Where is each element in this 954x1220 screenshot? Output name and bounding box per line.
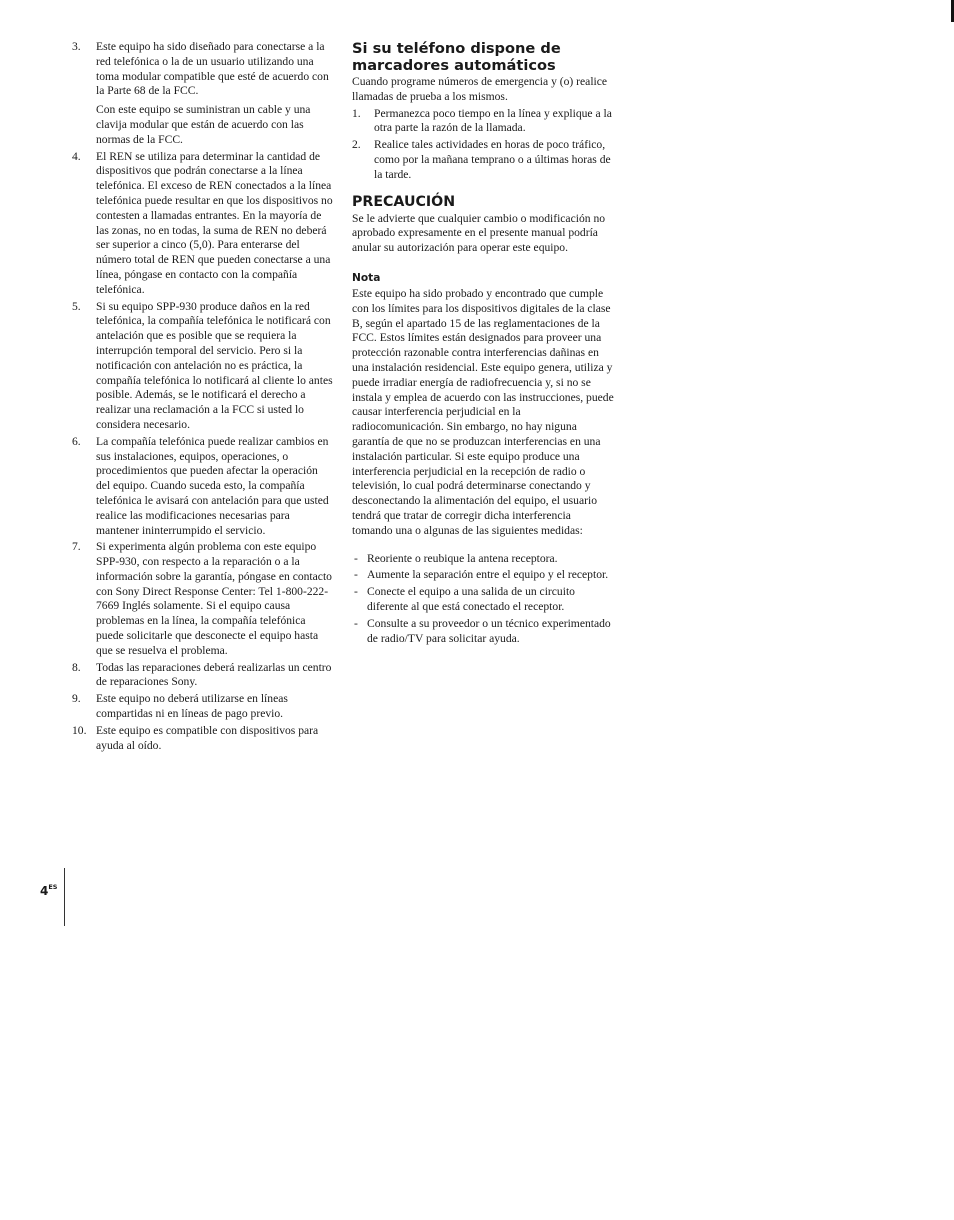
note-text: Este equipo ha sido probado y encontrado que cumple con los límites para los dispositivos digitales de la clase B, según el apartado 15 de las reglamentaciones de la FCC. Estos límites están designados para proveer una protección razonable contra interferencias dañinas en una instalación residencial. Este equipo genera, utiliza y puede irradiar energía de radiofrecuencia y, si no se instala y emplea de acuerdo con las instrucciones, puede causar interferencia perjudicial en la radiocomunicación. Sin embargo, no hay niguna garantía de que no se produzcan interferencias en una instalación particular. Si este equipo produce una interferencia perjudicial en la recepción de radio o televisión, lo cual podrá determinarse conectando y desconectando la alimentación del equipo, el usuario tendrá que tratar de corregir dicha interferencia tomando una o algunas de las siguientes medidas: (352, 286, 614, 537)
measure-item (352, 585, 614, 615)
caution-text: Se le advierte que cualquier cambio o modificación no aprobado expresamente en el presente manual podría anular su autorización para operar este equipo. (352, 211, 606, 255)
list-number: 10. (72, 723, 87, 737)
list-paragraph: Todas las reparaciones deberá realizarlas un centro de reparaciones Sony. (96, 660, 332, 689)
list-paragraph: Este equipo es compatible con dispositivos para ayuda al oído. (96, 723, 319, 752)
autodial-step (352, 107, 614, 137)
autodial-step (352, 138, 614, 182)
list-item-5 (72, 300, 334, 433)
measure-text: Reoriente o reubique la antena receptora. (367, 551, 558, 565)
list-paragraph: Si experimenta algún problema con este equipo SPP-930, con respecto a la reparación o a la información sobre la garantía, póngase en contacto con Sony Direct Response Center: Tel 1-800-222-7669 Inglés solamente. Si el equipo causa problemas en la línea, la compañía telefónica puede solicitarle que desconecte el equipo hasta que se resuelva el problema. (96, 540, 332, 657)
list-paragraph: Con este equipo se suministran un cable y una clavija modular que están de acuerdo con las normas de la FCC. (96, 103, 311, 146)
step-text: Realice tales actividades en horas de poco tráfico, como por la mañana temprano o a últimas horas de la tarde. (374, 138, 611, 181)
list-number: 3. (72, 40, 81, 53)
measure-item (352, 552, 614, 567)
caution-heading: PRECAUCIÓN (352, 193, 456, 210)
list-item-4 (72, 150, 334, 298)
page-number (40, 884, 57, 898)
dash-marker: - (354, 568, 358, 582)
list-item-8 (72, 661, 334, 691)
right-column (352, 40, 614, 648)
list-paragraph: Este equipo ha sido diseñado para conectarse a la red telefónica o la de un usuario utilizando una toma modular compatible que esté de acuerdo con la Parte 68 de la FCC. (96, 40, 329, 98)
list-item-6 (72, 435, 334, 539)
step-number: 2. (352, 138, 361, 152)
autodial-heading: Si su teléfono dispone de marcadores automáticos (352, 40, 561, 74)
list-number: 9. (72, 692, 81, 706)
step-text: Permanezca poco tiempo en la línea y explique a la otra parte la razón de la llamada. (374, 106, 612, 135)
list-paragraph: Este equipo no deberá utilizarse en líneas compartidas ni en líneas de pago previo. (96, 692, 288, 721)
interference-measures (352, 552, 614, 647)
list-number: 6. (72, 434, 81, 448)
dash-marker: - (354, 585, 358, 599)
page-rule-divider (64, 868, 65, 926)
list-paragraph: El REN se utiliza para determinar la cantidad de dispositivos que podrán conectarse a la línea telefónica. El exceso de REN conectados a la línea telefónica puede resultar en que los dispositivos no contesten a llamadas entrantes. En la mayoría de las zonas, no en todas, la suma de REN no deberá ser superior a cinco (5,0). Para enterarse del número total de REN que pueden conectarse a una línea, póngase en contacto con la compañía telefónica. (96, 149, 333, 296)
list-number: 7. (72, 540, 81, 554)
left-column (72, 40, 334, 755)
measure-text: Aumente la separación entre el equipo y el receptor. (367, 568, 609, 582)
list-item-3 (72, 40, 334, 148)
dash-marker: - (354, 551, 358, 565)
page-language-suffix: ES (48, 883, 58, 891)
measure-text: Conecte el equipo a una salida de un circuito diferente al que está conectado el receptor. (367, 585, 575, 613)
page-number-digit: 4 (40, 884, 49, 898)
measure-item (352, 617, 614, 647)
step-number: 1. (352, 106, 361, 120)
list-item-10 (72, 724, 334, 754)
list-number: 8. (72, 660, 81, 674)
measure-text: Consulte a su proveedor o un técnico experimentado de radio/TV para solicitar ayuda. (367, 616, 611, 645)
autodial-steps (352, 107, 614, 183)
autodial-intro: Cuando programe números de emergencia y (o) realice llamadas de prueba a los mismos. (352, 75, 608, 103)
measure-item (352, 568, 614, 583)
list-number: 5. (72, 299, 81, 313)
list-number: 4. (72, 149, 81, 163)
dash-marker: - (354, 616, 358, 630)
list-paragraph: La compañía telefónica puede realizar cambios en sus instalaciones, equipos, operaciones, o procedimientos que pueden afectar la operación del equipo. Cuando suceda esto, la compañía telefónica le avisará con antelación para que usted realice las modificaciones necesarias para mantener ininterrumpido el servicio. (96, 434, 329, 537)
note-heading: Nota (352, 271, 381, 284)
list-item-7 (72, 540, 334, 658)
list-paragraph: Si su equipo SPP-930 produce daños en la red telefónica, la compañía telefónica le notificará con antelación que es posible que se requiera la interrupción temporal del servicio. Pero si la notificación con antelación no es práctica, la compañía telefónica lo notificará al cliente lo antes posible. Además, se le notificará el derecho a realizar una reclamación a la FCC si usted lo considera necesario. (96, 299, 333, 431)
list-item-9 (72, 692, 334, 722)
